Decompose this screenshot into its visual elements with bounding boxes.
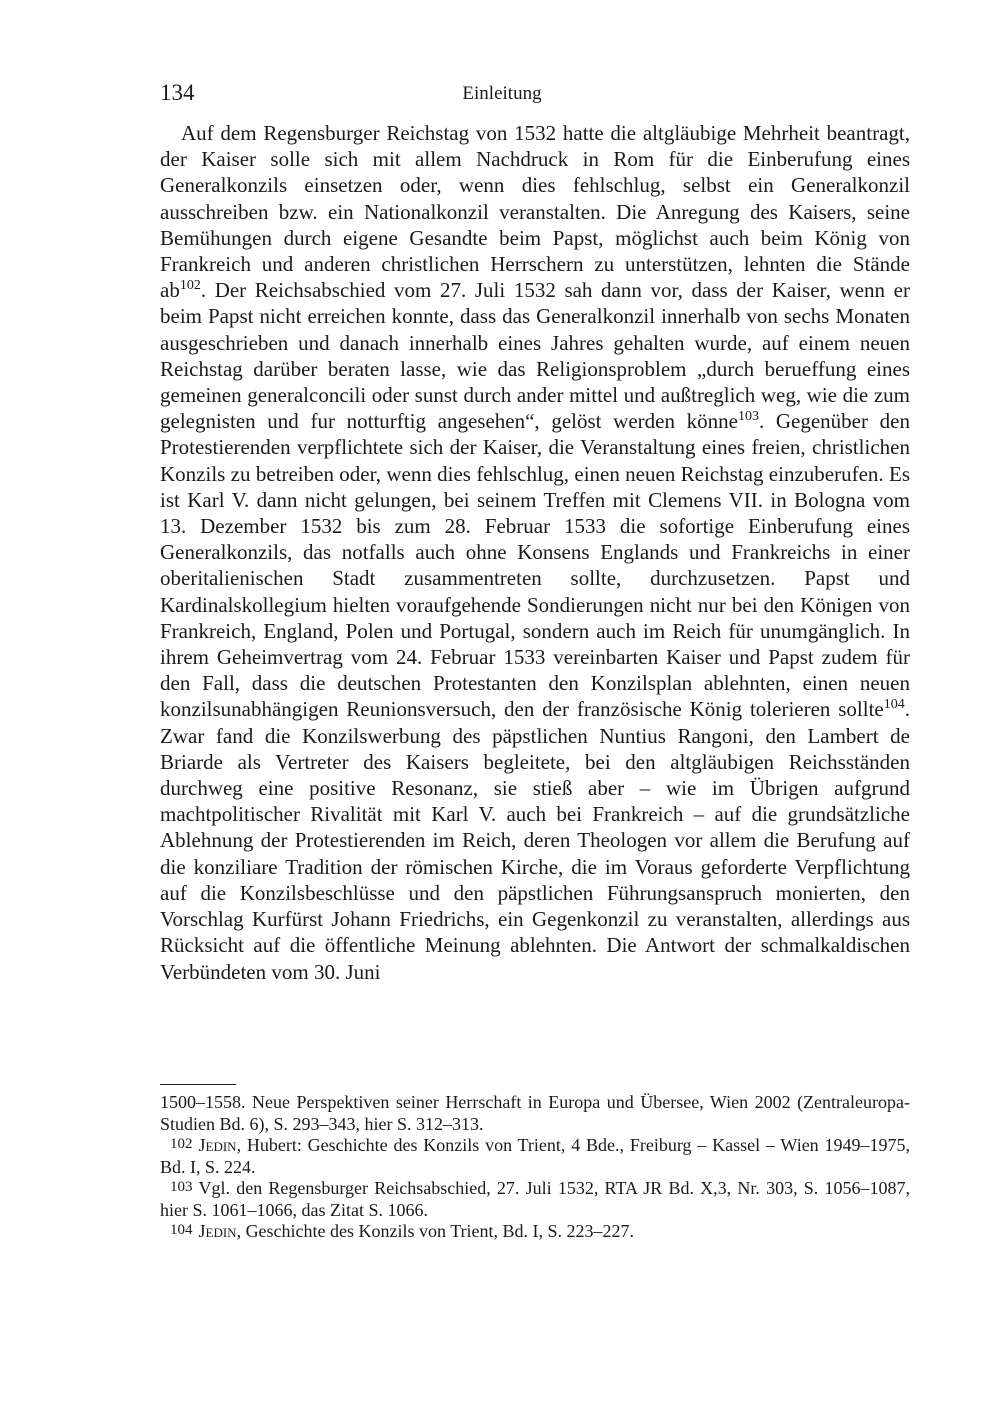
footnote-author: Jedin [198,1221,237,1241]
footnote-reference-102[interactable]: 102 [179,278,201,294]
footnote-102: 102 Jedin, Hubert: Geschichte des Konzils von Trient, 4 Bde., Freiburg – Kassel – Wien 1949–1975, Bd. I, S. 224. [160,1135,910,1177]
footnote-104: 104 Jedin, Geschichte des Konzils von Trient, Bd. I, S. 223–227. [170,1221,635,1241]
running-title: Einleitung [462,83,542,104]
footnote-text: Vgl. den Regensburger Reichsabschied, 27. Juli 1532, RTA JR Bd. X,3, Nr. 303, S. 1056–1087, hier S. 1061–1066, das Zitat S. 1066. [160,1178,910,1220]
footnote-103: 103 Vgl. den Regensburger Reichsabschied, 27. Juli 1532, RTA JR Bd. X,3, Nr. 303, S. 1056–1087, hier S. 1061–1066, das Zitat S. 1066. [160,1178,910,1220]
page-number: 134 [160,80,195,105]
body-text-segment: . Der Reichsabschied vom 27. Juli 1532 sah dann vor, dass der Kaiser, wenn er beim Papst nicht erreichen konnte, dass das Generalkonzil innerhalb von sechs Monaten ausgeschrieben und danach innerhalb eines Jahres gehalten wurde, auf einem neuen Reichstag darüber beraten lasse, wie das Religionsproblem „durch berueffung eines gemeinen generalconcili oder sunst durch ander mittel und außtreglich weg, wie die zum gelegnisten und fur notturftig angesehen“, gelöst werden könne [160,278,910,434]
footnote-continuation: 1500–1558. Neue Perspektiven seiner Herrschaft in Europa und Übersee, Wien 2002 (Zentraleuropa-Studien Bd. 6), S. 293–343, hier S. 312–313. [160,1092,910,1134]
footnotes [160,1092,910,1243]
footnote-text: , Geschichte des Konzils von Trient, Bd. I, S. 223–227. [236,1221,635,1241]
footnote-reference-103[interactable]: 103 [737,409,759,425]
footnote-reference-104[interactable]: 104 [883,697,905,713]
body-text-segment: Auf dem Regensburger Reichstag von 1532 hatte die altgläubige Mehrheit beantragt, der Kaiser solle sich mit allem Nachdruck in Rom für die Einberufung eines Generalkonzils einsetzen oder, wenn dies fehlschlug, selbst ein Generalkonzil ausschreiben bzw. ein Nationalkonzil veranstalten. Die Anregung des Kaisers, seine Bemühungen durch eigene Gesandte beim Papst, möglichst auch beim König von Frankreich und anderen christlichen Herrschern zu unterstützen, lehnten die Stände ab [160,121,910,303]
footnote-author: Jedin [198,1135,237,1155]
body-text-segment: . Gegenüber den Protestierenden verpflichtete sich der Kaiser, die Veranstaltung eines freien, christlichen Konzils zu betreiben oder, wenn dies fehlschlug, einen neuen Reichstag einzuberufen. Es ist Karl V. dann nicht gelungen, bei seinem Treffen mit Clemens VII. in Bologna vom 13. Dezember 1532 bis zum 28. Februar 1533 die sofortige Einberufung eines Generalkonzils, das notfalls auch ohne Konsens Englands und Frankreichs in einer oberitalienischen Stadt zusammentreten sollte, durchzusetzen. Papst und Kardinalskollegium hielten voraufgehende Sondierungen nicht nur bei den Königen von Frankreich, England, Polen und Portugal, sondern auch im Reich für unumgänglich. In ihrem Geheimvertrag vom 24. Februar 1533 vereinbarten Kaiser und Papst zudem für den Fall, dass die deutschen Protestanten den Konzilsplan ablehnten, einen neuen konzilsunabhängigen Reunionsversuch, den der französische König tolerieren sollte [160,409,910,722]
body-paragraph [160,120,910,985]
footnote-text: , Hubert: Geschichte des Konzils von Trient, 4 Bde., Freiburg – Kassel – Wien 1949–1975, Bd. I, S. 224. [160,1135,910,1177]
footnote-separator [160,1084,236,1085]
body-text-segment: . Zwar fand die Konzilswerbung des päpstlichen Nuntius Rangoni, den Lambert de Briarde als Vertreter des Kaisers begleitete, bei den altgläubigen Reichsständen durchweg eine positive Resonanz, sie stieß aber – wie im Übrigen aufgrund machtpolitischer Rivalität mit Karl V. auch bei Frankreich – auf die grundsätzliche Ablehnung der Protestierenden im Reich, deren Theologen vor allem die Berufung auf die konziliare Tradition der römischen Kirche, die im Voraus geforderte Verpflichtung auf die Konzilsbeschlüsse und den päpstlichen Führungsanspruch monierten, den Vorschlag Kurfürst Johann Friedrichs, ein Gegenkonzil zu veranstalten, allerdings aus Rücksicht auf die öffentliche Meinung ablehnten. Die Antwort der schmalkaldischen Verbündeten vom 30. Juni [160,697,910,984]
